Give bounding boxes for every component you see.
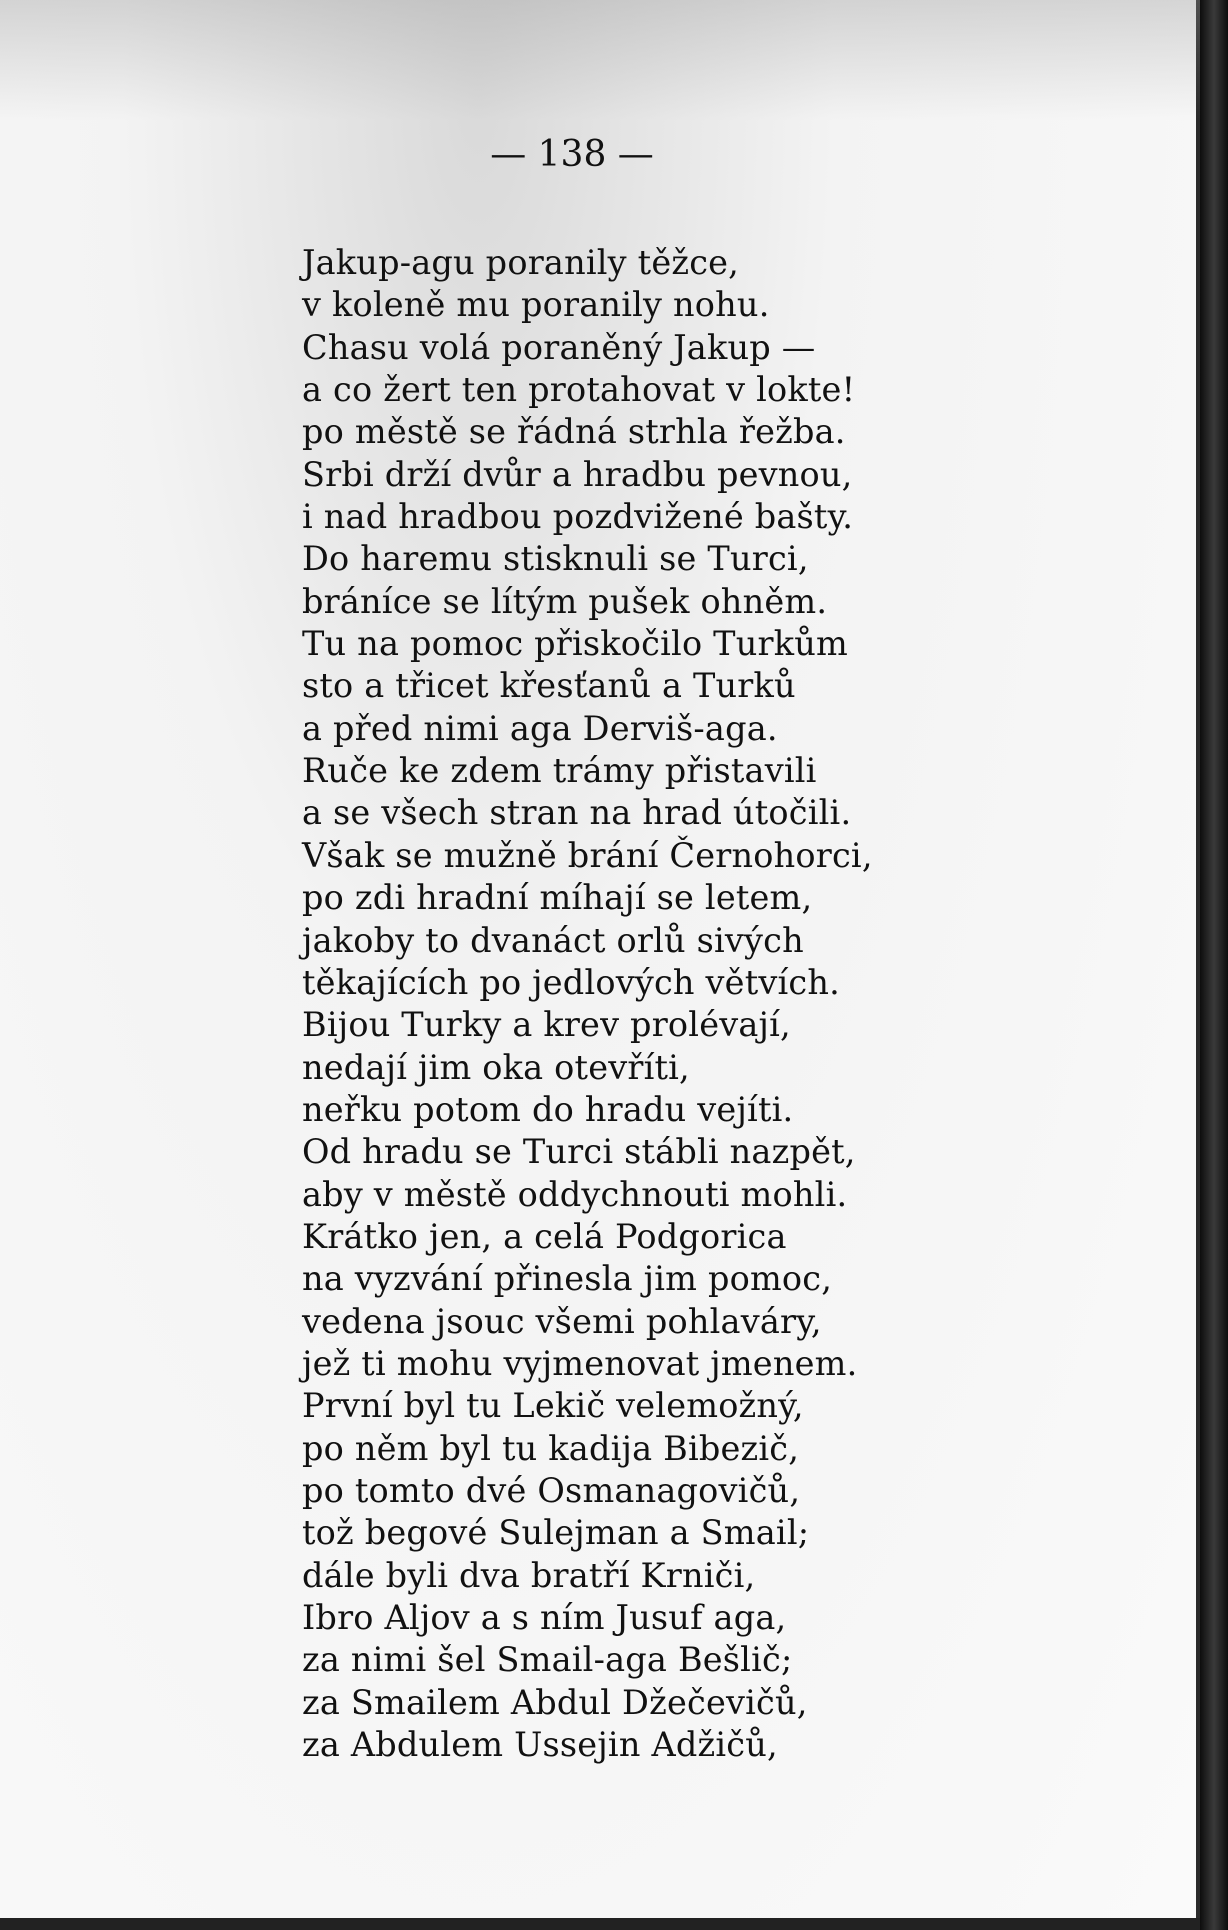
poem-line: Jakup-agu poranily těžce, (302, 243, 740, 282)
poem-line: sto a třicet křesťanů a Turků (302, 666, 796, 706)
book-binding-edge (1200, 0, 1228, 1930)
poem-line: za nimi šel Smail-aga Bešlič; (302, 1640, 793, 1680)
poem-line: dále byli dva bratří Krniči, (302, 1555, 756, 1595)
poem-line: po městě se řádná strhla řežba. (302, 412, 846, 452)
poem-line: neřku potom do hradu vejíti. (302, 1089, 794, 1129)
poem-line: Tu na pomoc přiskočilo Turkům (302, 624, 848, 664)
poem-line: nedají jim oka otevříti, (302, 1047, 690, 1087)
poem-line: První byl tu Lekič velemožný, (302, 1386, 804, 1426)
poem-line: po zdi hradní míhají se letem, (302, 878, 813, 918)
poem-line: a se všech stran na hrad útočili. (302, 793, 852, 833)
poem-line: Do haremu stisknuli se Turci, (302, 539, 809, 579)
poem-line: za Smailem Abdul Džečevičů, (302, 1682, 808, 1722)
poem-line: Od hradu se Turci stábli nazpět, (302, 1132, 856, 1172)
poem-line: na vyzvání přinesla jim pomoc, (302, 1259, 833, 1299)
poem-line: vedena jsouc všemi pohlaváry, (302, 1301, 822, 1341)
poem-line: Ruče ke zdem trámy přistavili (302, 751, 817, 791)
poem-line: Bijou Turky a krev prolévají, (302, 1005, 791, 1045)
page-number: — 138 — (490, 134, 654, 175)
page-shadow (0, 0, 1200, 120)
poem-line: těkajících po jedlových větvích. (302, 962, 840, 1002)
poem-line: jež ti mohu vyjmenovat jmenem. (302, 1343, 858, 1383)
poem-line: Srbi drží dvůr a hradbu pevnou, (302, 454, 853, 494)
poem-line: Však se mužně brání Černohorci, (302, 835, 873, 875)
page-bottom-edge (0, 1918, 1200, 1930)
poem-line: aby v městě oddychnouti mohli. (302, 1174, 848, 1214)
poem-line: a co žert ten protahovat v lokte! (302, 370, 856, 410)
poem-text (302, 242, 873, 1766)
poem-line: Chasu volá poraněný Jakup — (302, 327, 816, 367)
poem-line: Krátko jen, a celá Podgorica (302, 1216, 787, 1256)
poem-line: a před nimi aga Derviš-aga. (302, 708, 778, 748)
poem-line: po něm byl tu kadija Bibezič, (302, 1428, 800, 1468)
poem-line: po tomto dvé Osmanagovičů, (302, 1470, 801, 1510)
poem-line: i nad hradbou pozdvižené bašty. (302, 497, 854, 537)
poem-line: jakoby to dvanáct orlů sivých (302, 920, 804, 960)
poem-line: za Abdulem Ussejin Adžičů, (302, 1725, 778, 1765)
poem-line: bráníce se lítým pušek ohněm. (302, 581, 828, 621)
poem-line: tož begové Sulejman a Smail; (302, 1513, 810, 1553)
poem-line: v koleně mu poranily nohu. (302, 285, 770, 325)
poem-line: Ibro Aljov a s ním Jusuf aga, (302, 1598, 787, 1637)
